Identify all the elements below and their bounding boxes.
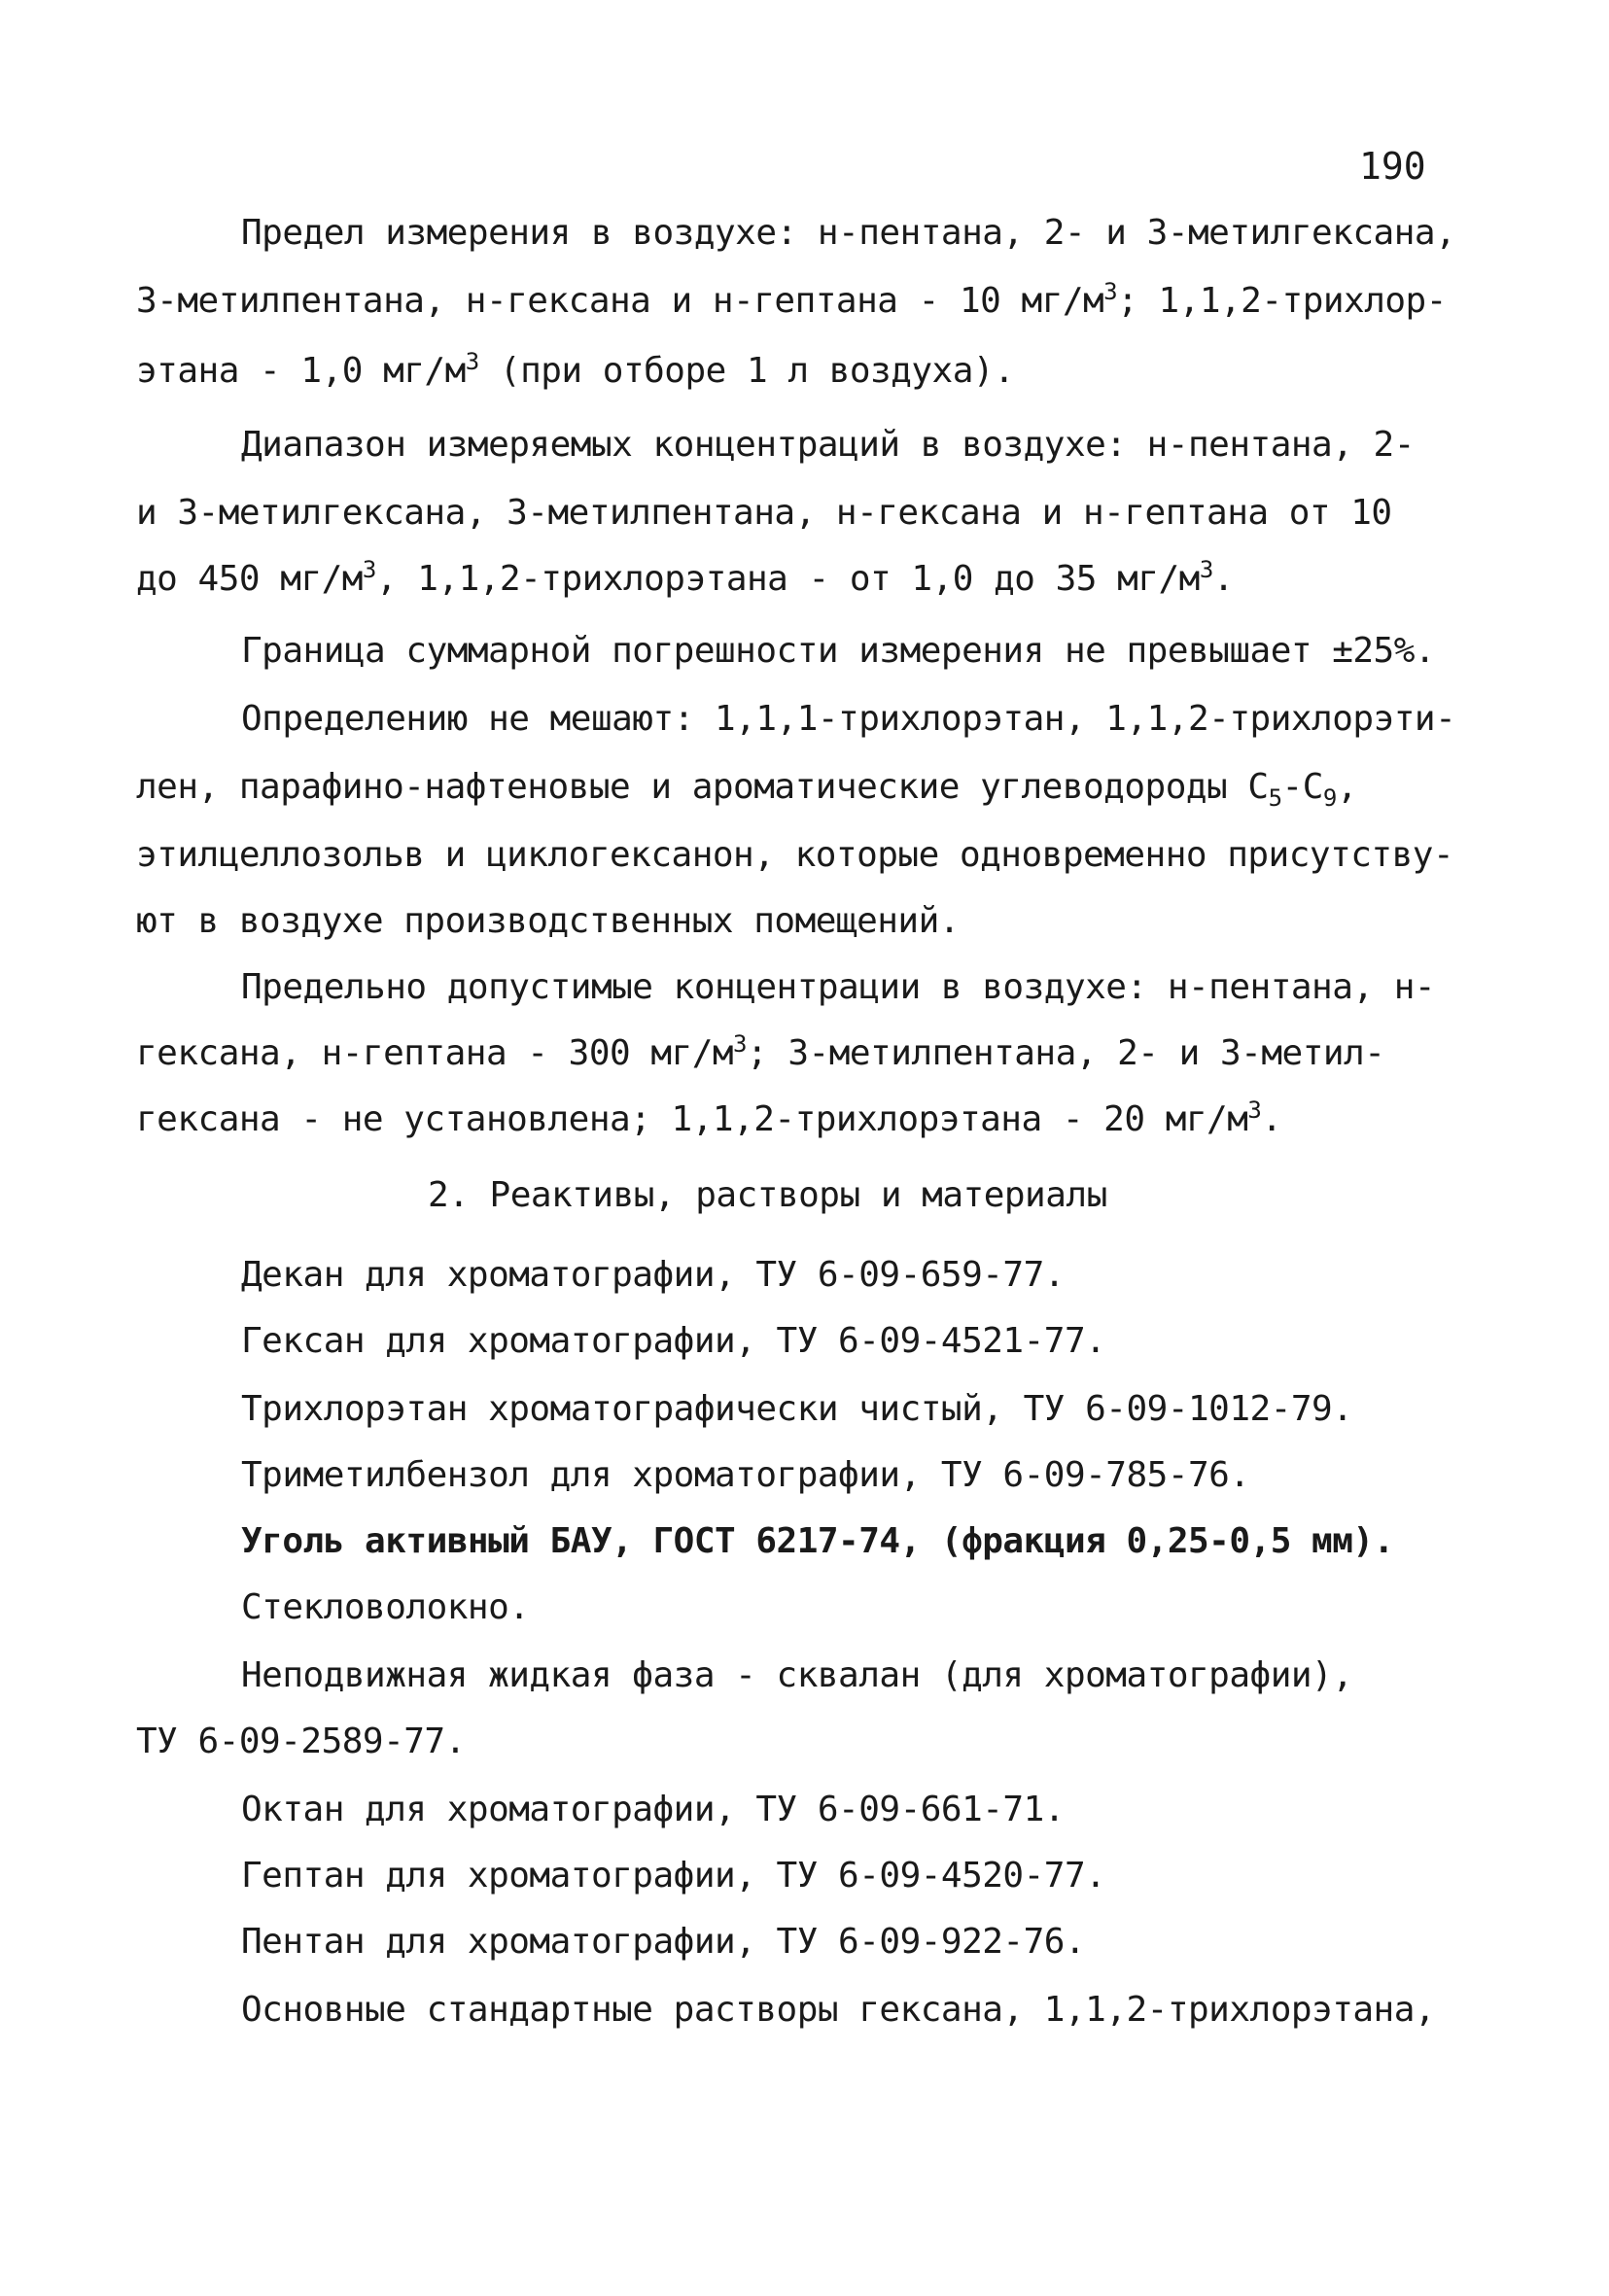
limit-line-3 <box>136 348 1015 391</box>
limit-line-3-text-b: (при отборе 1 л воздуха). <box>478 351 1015 391</box>
reagent-line: Основные стандартные растворы гексана, 1,1,2-трихлорэтана, <box>241 1990 1436 2030</box>
mac-line-2-sup: 3 <box>733 1030 747 1058</box>
interference-line-2 <box>136 767 1358 813</box>
interference-line-1: Определению не мешают: 1,1,1-трихлорэтан, 1,1,2-трихлорэти- <box>241 699 1456 739</box>
range-line-3-text-a: до 450 мг/м <box>136 559 363 599</box>
reagent-line: Триметилбензол для хроматографии, ТУ 6-09-785-76. <box>241 1455 1250 1495</box>
range-line-2: и 3-метилгексана, 3-метилпентана, н-гексана и н-гептана от 10 <box>136 493 1392 533</box>
mac-line-3-text-a: гексана - не установлена; 1,1,2-трихлорэтана - 20 мг/м <box>136 1099 1248 1139</box>
mac-line-2-text-b: ; 3-метилпентана, 2- и 3-метил- <box>747 1033 1385 1073</box>
interference-line-4: ют в воздухе производственных помещений. <box>136 901 960 941</box>
range-line-3-sup-2: 3 <box>1199 556 1213 583</box>
reagent-line: Декан для хроматографии, ТУ 6-09-659-77. <box>241 1255 1065 1295</box>
range-line-1: Диапазон измеряемых концентраций в воздухе: н-пентана, 2- <box>241 425 1415 465</box>
reagent-line: Стекловолокно. <box>241 1587 530 1627</box>
error-line-1: Граница суммарной погрешности измерения не превышает ±25%. <box>241 631 1436 671</box>
interference-line-2-sub-1: 5 <box>1268 784 1282 813</box>
mac-line-3-sup: 3 <box>1247 1096 1262 1124</box>
reagent-line: Неподвижная жидкая фаза - сквалан (для хроматографии), <box>241 1655 1353 1695</box>
range-line-3-text-c: . <box>1212 559 1234 599</box>
interference-line-2-text-b: -C <box>1281 767 1323 807</box>
reagent-line: Трихлорэтан хроматографически чистый, ТУ 6-09-1012-79. <box>241 1389 1353 1429</box>
interference-line-2-text-c: , <box>1336 767 1358 807</box>
mac-line-2-text-a: гексана, н-гептана - 300 мг/м <box>136 1033 734 1073</box>
page-number: 190 <box>1359 145 1426 188</box>
reagent-line: Гептан для хроматографии, ТУ 6-09-4520-77. <box>241 1856 1106 1896</box>
limit-line-3-sup: 3 <box>465 348 479 375</box>
interference-line-2-text-a: лен, парафино-нафтеновые и ароматические углеводороды C <box>136 767 1269 807</box>
limit-line-1: Предел измерения в воздухе: н-пентана, 2- и 3-метилгексана, <box>241 213 1456 253</box>
range-line-3 <box>136 556 1234 599</box>
mac-line-1: Предельно допустимые концентрации в воздухе: н-пентана, н- <box>241 967 1436 1007</box>
mac-line-3 <box>136 1096 1282 1139</box>
limit-line-2 <box>136 278 1447 321</box>
reagent-line: ТУ 6-09-2589-77. <box>136 1722 466 1761</box>
reagent-line: Уголь активный БАУ, ГОСТ 6217-74, (фракция 0,25-0,5 мм). <box>241 1521 1394 1561</box>
reagent-line: Октан для хроматографии, ТУ 6-09-661-71. <box>241 1790 1065 1829</box>
interference-line-2-sub-2: 9 <box>1322 784 1337 813</box>
limit-line-2-text-a: 3-метилпентана, н-гексана и н-гептана - 10 мг/м <box>136 281 1104 321</box>
mac-line-2 <box>136 1030 1385 1073</box>
mac-line-3-text-b: . <box>1261 1099 1282 1139</box>
interference-line-3: этилцеллозольв и циклогексанон, которые одновременно присутству- <box>136 835 1454 875</box>
limit-line-2-sup: 3 <box>1103 278 1118 305</box>
limit-line-3-text-a: этана - 1,0 мг/м <box>136 351 466 391</box>
section-heading: 2. Реактивы, растворы и материалы <box>428 1175 1107 1215</box>
range-line-3-text-b: , 1,1,2-трихлорэтана - от 1,0 до 35 мг/м <box>375 559 1200 599</box>
reagent-line: Пентан для хроматографии, ТУ 6-09-922-76. <box>241 1922 1086 1962</box>
reagent-line: Гексан для хроматографии, ТУ 6-09-4521-77. <box>241 1321 1106 1361</box>
limit-line-2-text-b: ; 1,1,2-трихлор- <box>1117 281 1447 321</box>
range-line-3-sup-1: 3 <box>362 556 376 583</box>
